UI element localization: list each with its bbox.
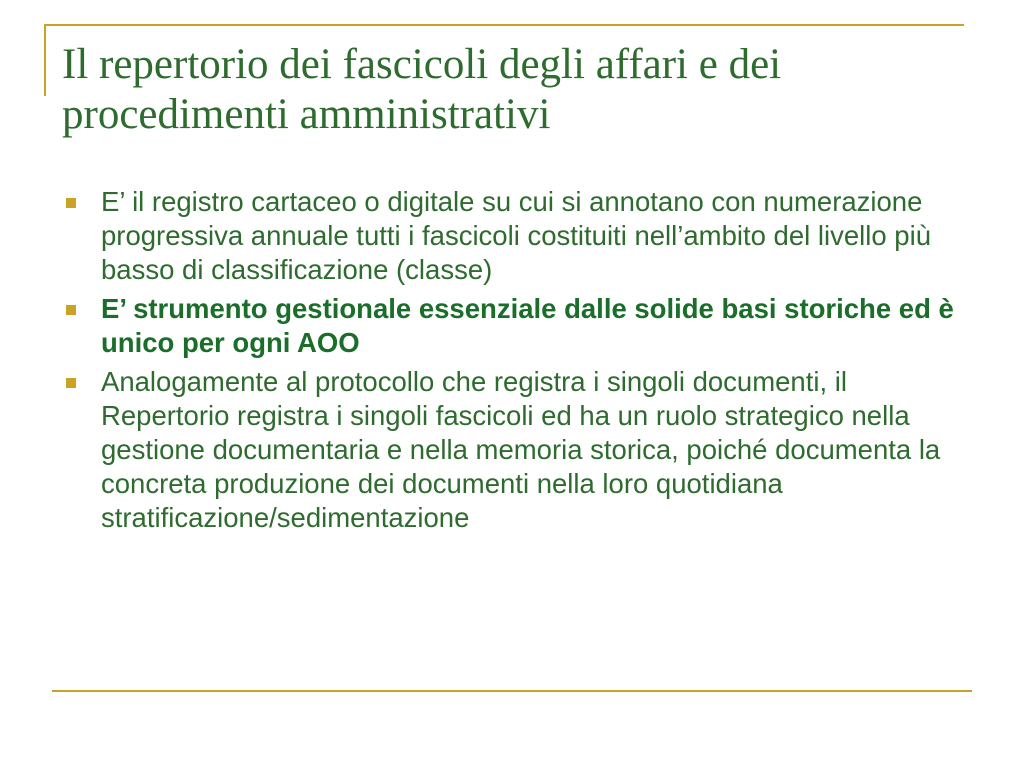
slide-title: Il repertorio dei fascicoli degli affari e dei procedimenti amministrativi	[62, 41, 782, 138]
bullet-text: E’ il registro cartaceo o digitale su cui si annotano con numerazione progressiva annuale tutti i fascicoli costituiti nell’ambito del livello più basso di classificazione (classe)	[101, 186, 931, 285]
bottom-divider	[52, 690, 972, 692]
bullet-item-strumento	[66, 292, 966, 360]
bullet-list	[66, 185, 966, 540]
bullet-item-registro	[66, 185, 966, 287]
bullet-text: Analogamente al protocollo che registra i singoli documenti, il Repertorio registra i singoli fascicoli ed ha un ruolo strategico nella gestione documentaria e nella memoria storica, poiché documenta la concreta produzione dei documenti nella loro quotidiana stratificazione/sedimentazione	[101, 366, 941, 533]
square-bullet-icon	[66, 378, 76, 388]
square-bullet-icon	[66, 305, 76, 315]
left-accent-bar	[44, 24, 46, 96]
bullet-text: E’ strumento gestionale essenziale dalle solide basi storiche ed è unico per ogni AOO	[101, 293, 954, 358]
top-divider	[44, 24, 964, 26]
bullet-item-analogamente	[66, 365, 966, 535]
square-bullet-icon	[66, 198, 76, 208]
